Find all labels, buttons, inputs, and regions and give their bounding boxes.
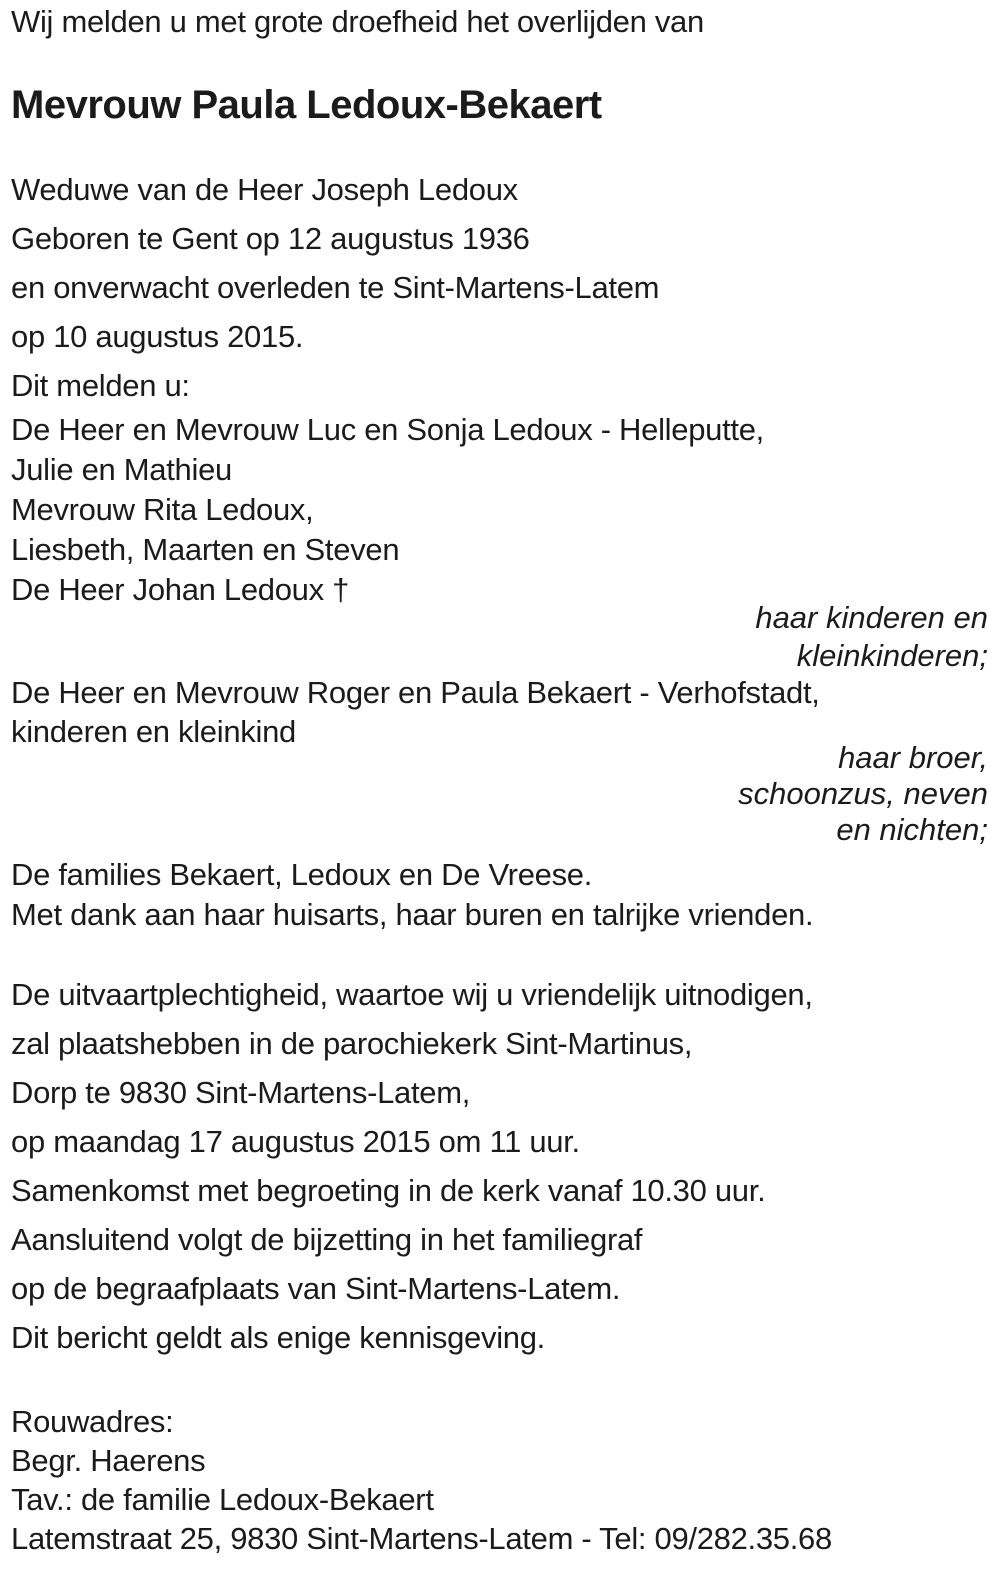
service-line: op de begraafplaats van Sint-Martens-Latem. <box>11 1271 621 1306</box>
born-line: Geboren te Gent op 12 augustus 1936 <box>11 221 530 256</box>
service-line: Dorp te 9830 Sint-Martens-Latem, <box>11 1075 471 1110</box>
relation-line: schoonzus, neven <box>738 776 988 811</box>
service-line: Dit bericht geldt als enige kennisgeving. <box>11 1320 545 1355</box>
thanks-line: Met dank aan haar huisarts, haar buren en talrijke vrienden. <box>11 897 814 932</box>
relation-line: en nichten; <box>836 812 988 847</box>
deceased-name-title: Mevrouw Paula Ledoux-Bekaert <box>11 83 602 127</box>
service-line: Samenkomst met begroeting in de kerk vanaf 10.30 uur. <box>11 1173 766 1208</box>
address-line: Tav.: de familie Ledoux-Bekaert <box>11 1482 434 1517</box>
family-member-line: De Heer en Mevrouw Luc en Sonja Ledoux - Helleputte, <box>11 412 764 447</box>
closing-section <box>11 855 988 935</box>
mourning-address-section <box>11 1402 988 1558</box>
address-line: Latemstraat 25, 9830 Sint-Martens-Latem - Tel: 09/282.35.68 <box>11 1521 832 1556</box>
service-line: op maandag 17 augustus 2015 om 11 uur. <box>11 1124 580 1159</box>
family-member-line: Liesbeth, Maarten en Steven <box>11 532 400 567</box>
relation-line: kleinkinderen; <box>796 638 988 673</box>
intro-line: Wij melden u met grote droefheid het overlijden van <box>11 4 704 39</box>
service-line: De uitvaartplechtigheid, waartoe wij u vriendelijk uitnodigen, <box>11 977 813 1012</box>
mourning-address-label: Rouwadres: <box>11 1404 174 1439</box>
family-group-1 <box>11 410 988 610</box>
relation-note-1 <box>11 599 988 675</box>
address-line: Begr. Haerens <box>11 1443 206 1478</box>
service-line: Aansluitend volgt de bijzetting in het familiegraf <box>11 1222 643 1257</box>
relation-note-2 <box>11 740 988 848</box>
death-place-line: en onverwacht overleden te Sint-Martens-Latem <box>11 270 660 305</box>
funeral-service-section <box>11 970 988 1362</box>
intro-section <box>11 2 988 42</box>
life-details-section <box>11 165 988 410</box>
widow-line: Weduwe van de Heer Joseph Ledoux <box>11 172 518 207</box>
death-date-line: op 10 augustus 2015. <box>11 319 304 354</box>
family-member-line-deceased: De Heer Johan Ledoux † <box>11 572 350 607</box>
notify-heading: Dit melden u: <box>11 368 190 403</box>
family-member-line: De Heer en Mevrouw Roger en Paula Bekaert - Verhofstadt, <box>11 675 820 710</box>
relation-line: haar kinderen en <box>755 600 988 635</box>
relation-line: haar broer, <box>838 740 988 775</box>
service-line: zal plaatshebben in de parochiekerk Sint-Martinus, <box>11 1026 693 1061</box>
families-line: De families Bekaert, Ledoux en De Vreese. <box>11 857 593 892</box>
family-member-line: Mevrouw Rita Ledoux, <box>11 492 314 527</box>
family-member-line: kinderen en kleinkind <box>11 714 296 749</box>
family-member-line: Julie en Mathieu <box>11 452 232 487</box>
